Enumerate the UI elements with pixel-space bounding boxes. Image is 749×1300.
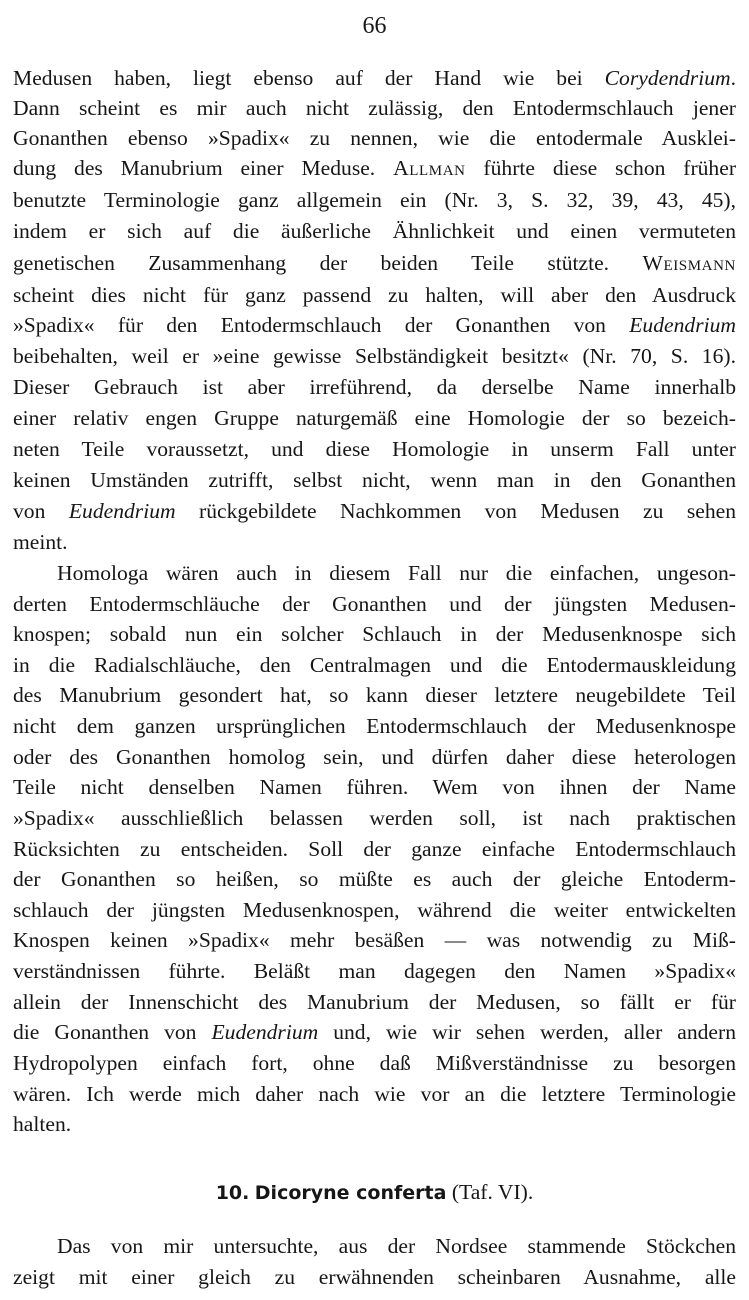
text-line: von Eudendrium rückgebildete Nachkommen von Medusen zu sehen — [13, 499, 736, 523]
taxon-name: Eudendrium — [211, 1020, 319, 1044]
text-line: schlauch der jüngsten Medusenknospen, während die weiter entwickelten — [13, 898, 736, 922]
text-line: des Manubrium gesondert hat, so kann dieser letztere neugebildete Teil — [13, 683, 736, 707]
text-line: neten Teile voraussetzt, und diese Homologie in unserm Fall unter — [13, 437, 736, 461]
text-line: verständnissen führte. Beläßt man dagegen den Namen »Spadix« — [13, 959, 736, 983]
taxon-name: Eudendrium — [629, 313, 736, 337]
text-line: Hydropolypen einfach fort, ohne daß Mißverständnisse zu besorgen — [13, 1051, 736, 1075]
author-name: Weismann — [642, 251, 736, 275]
text-line: die Gonanthen von Eudendrium und, wie wir sehen werden, aller andern — [13, 1020, 737, 1044]
text-line: meint. — [13, 530, 68, 554]
page-number: 66 — [362, 13, 387, 39]
section-number: 10. — [215, 1182, 250, 1204]
text-line: in die Radialschläuche, den Centralmagen und die Entodermauskleidung — [13, 653, 736, 677]
text-line: genetischen Zusammenhang der beiden Teile stützte. Weismann — [13, 251, 736, 275]
text-line: zeigt mit einer gleich zu erwähnenden scheinbaren Ausnahme, alle — [13, 1265, 736, 1289]
text-line: dung des Manubrium einer Meduse. Allman führte diese schon früher — [13, 156, 737, 180]
text-line: der Gonanthen so heißen, so müßte es auch der gleiche Entoderm- — [13, 867, 736, 891]
taxon-name: Corydendrium — [604, 66, 731, 90]
text-line: Rücksichten zu entscheiden. Soll der ganze einfache Entodermschlauch — [13, 837, 736, 861]
text-line: nicht dem ganzen ursprünglichen Entodermschlauch der Medusenknospe — [13, 714, 736, 738]
text-line: »Spadix« ausschließlich belassen werden soll, ist nach praktischen — [13, 806, 736, 830]
text-line: keinen Umständen zutrifft, selbst nicht, wenn man in den Gonanthen — [13, 468, 736, 492]
text-line: derten Entodermschläuche der Gonanthen und der jüngsten Medusen- — [13, 592, 736, 616]
text-line: Homologa wären auch in diesem Fall nur die einfachen, ungeson- — [57, 561, 736, 585]
species-name: Dicoryne conferta — [254, 1182, 447, 1204]
text-line: wären. Ich werde mich daher nach wie vor an die letztere Terminologie — [13, 1082, 736, 1106]
text-line: oder des Gonanthen homolog sein, und dürfen daher diese heterologen — [13, 745, 736, 769]
plate-reference: (Taf. VI). — [451, 1180, 534, 1204]
text-line: Knospen keinen »Spadix« mehr besäßen — was notwendig zu Miß- — [13, 928, 736, 952]
text-line: scheint dies nicht für ganz passend zu halten, will aber den Ausdruck — [13, 283, 736, 307]
section-heading — [0, 1177, 749, 1208]
text-line: Teile nicht denselben Namen führen. Wem von ihnen der Name — [13, 775, 736, 799]
text-line: halten. — [13, 1112, 72, 1136]
text-line: beibehalten, weil er »eine gewisse Selbständigkeit besitzt« (Nr. 70, S. 16). — [13, 344, 736, 368]
text-line: »Spadix« für den Entodermschlauch der Gonanthen von Eudendrium — [13, 313, 736, 337]
text-line: Medusen haben, liegt ebenso auf der Hand wie bei Corydendrium. — [13, 66, 736, 90]
text-line: benutzte Terminologie ganz allgemein ein (Nr. 3, S. 32, 39, 43, 45), — [13, 188, 736, 212]
text-line: indem er sich auf die äußerliche Ähnlichkeit und einen vermuteten — [13, 219, 736, 243]
author-name: Allman — [393, 156, 466, 180]
text-line: Dann scheint es mir auch nicht zulässig, den Entodermschlauch jener — [13, 96, 736, 120]
taxon-name: Eudendrium — [68, 499, 176, 523]
text-line: allein der Innenschicht des Manubrium der Medusen, so fällt er für — [13, 990, 736, 1014]
text-line: Dieser Gebrauch ist aber irreführend, da derselbe Name innerhalb — [13, 375, 736, 399]
text-line: Das von mir untersuchte, aus der Nordsee stammende Stöckchen — [57, 1234, 736, 1258]
text-line: knospen; sobald nun ein solcher Schlauch in der Medusenknospe sich — [13, 622, 736, 646]
text-line: einer relativ engen Gruppe naturgemäß eine Homologie der so bezeich- — [13, 406, 736, 430]
text-line: Gonanthen ebenso »Spadix« zu nennen, wie die entodermale Ausklei- — [13, 126, 736, 150]
